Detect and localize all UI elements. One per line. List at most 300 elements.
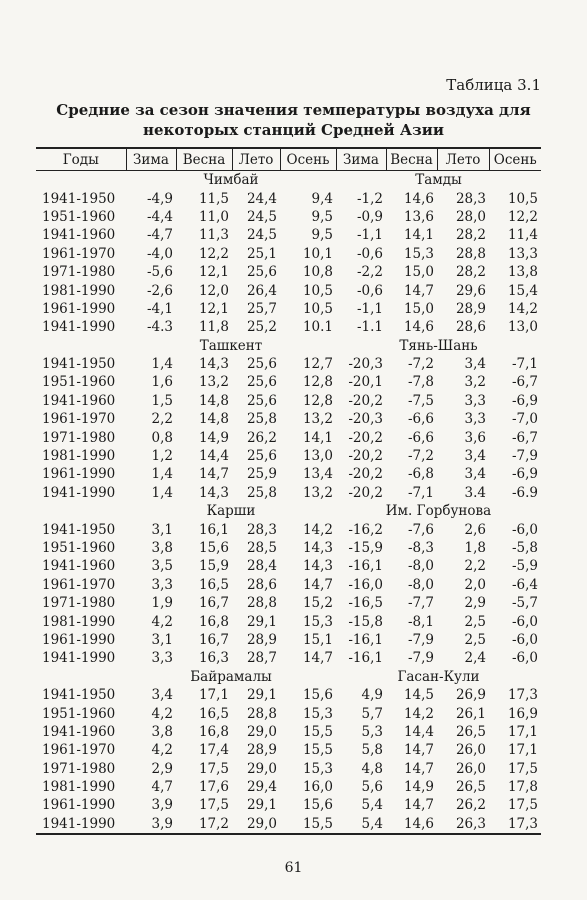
temperature-cell: 25,2 <box>246 319 277 336</box>
station-row-spacer <box>36 502 126 520</box>
temperature-cell: -7,1 <box>511 356 538 373</box>
period-cell: 1941-1950 <box>42 190 116 207</box>
temperature-cell: -2,2 <box>356 264 383 281</box>
table-row <box>36 447 541 465</box>
temperature-cell: -4,9 <box>146 190 173 207</box>
station-name-right: Тянь-Шань <box>399 337 478 354</box>
station-names-row <box>36 171 541 190</box>
period-cell: 1961-1970 <box>42 742 116 759</box>
temperature-table <box>36 147 541 835</box>
temperature-cell: 1,5 <box>151 392 173 409</box>
temperature-cell: 25,6 <box>246 374 277 391</box>
table-row <box>36 649 541 667</box>
header-years: Годы <box>36 148 126 171</box>
temperature-cell: 15,5 <box>302 723 333 740</box>
station-name-right: Тамды <box>415 172 462 189</box>
temperature-cell: 28,3 <box>246 521 277 538</box>
temperature-cell: -20,2 <box>348 448 383 465</box>
temperature-cell: 29,0 <box>246 760 277 777</box>
station-block <box>36 502 541 668</box>
station-name-left: Ташкент <box>199 337 263 354</box>
temperature-cell: 14,6 <box>403 319 434 336</box>
temperature-cell: -0,6 <box>356 282 383 299</box>
temperature-cell: 12,0 <box>198 282 229 299</box>
temperature-cell: -7,5 <box>407 392 434 409</box>
table-row <box>36 612 541 630</box>
temperature-cell: 12,8 <box>302 374 333 391</box>
temperature-cell: -8,1 <box>407 613 434 630</box>
temperature-cell: 11,0 <box>198 208 229 225</box>
temperature-cell: 17,5 <box>507 797 538 814</box>
period-cell: 1971-1980 <box>42 264 116 281</box>
temperature-cell: -20,2 <box>348 392 383 409</box>
temperature-cell: -1,1 <box>356 300 383 317</box>
temperature-cell: 14,3 <box>198 356 229 373</box>
temperature-cell: 15,6 <box>198 540 229 556</box>
temperature-cell: -2,6 <box>146 282 173 299</box>
station-block <box>36 171 541 337</box>
temperature-cell: 5,3 <box>361 723 383 740</box>
temperature-cell: 2,2 <box>151 411 173 428</box>
temperature-cell: 16,8 <box>198 613 229 630</box>
period-cell: 1941-1990 <box>42 319 116 336</box>
temperature-cell: 17,5 <box>507 760 538 777</box>
temperature-cell: -7,1 <box>407 484 434 501</box>
station-name-right: Им. Горбунова <box>385 503 492 520</box>
temperature-cell: 10,5 <box>302 300 333 317</box>
temperature-cell: 3,3 <box>151 650 173 667</box>
temperature-cell: 2,9 <box>151 760 173 777</box>
station-row-spacer <box>36 337 126 355</box>
temperature-cell: 14,9 <box>403 779 434 796</box>
temperature-cell: 13,8 <box>507 264 538 281</box>
temperature-cell: -1.1 <box>356 319 383 336</box>
temperature-cell: 26,2 <box>246 429 277 446</box>
temperature-cell: 3,1 <box>151 521 173 538</box>
table-row <box>36 594 541 612</box>
temperature-cell: 3,9 <box>126 815 176 834</box>
temperature-cell: 14,6 <box>386 815 437 834</box>
temperature-cell: -4,4 <box>146 208 173 225</box>
temperature-cell: 2,9 <box>464 595 486 612</box>
temperature-cell: 1,4 <box>151 466 173 483</box>
temperature-cell: 28,9 <box>246 742 277 759</box>
temperature-cell: 17,6 <box>198 779 229 796</box>
temperature-cell: -20,1 <box>348 374 383 391</box>
period-cell: 1941-1950 <box>42 521 116 538</box>
temperature-cell: 3,3 <box>464 411 486 428</box>
temperature-cell: -20,2 <box>348 466 383 483</box>
table-row <box>36 484 541 502</box>
temperature-cell: 1,4 <box>151 484 173 501</box>
header-autumn-right: Осень <box>489 148 541 171</box>
temperature-cell: -4.3 <box>146 319 173 336</box>
temperature-cell: -0,6 <box>356 245 383 262</box>
temperature-cell: 11,8 <box>198 319 229 336</box>
temperature-cell: 29,1 <box>246 797 277 814</box>
temperature-cell: -6,6 <box>407 411 434 428</box>
period-cell: 1951-1960 <box>42 374 116 391</box>
temperature-cell: 2,6 <box>464 521 486 538</box>
header-winter-left: Зима <box>126 148 176 171</box>
temperature-cell: 14,2 <box>403 705 434 722</box>
table-row <box>36 392 541 410</box>
temperature-cell: -16,1 <box>348 558 383 575</box>
temperature-cell: -16,2 <box>348 521 383 538</box>
temperature-cell: -4,0 <box>146 245 173 262</box>
temperature-cell: 2,4 <box>464 650 486 667</box>
temperature-cell: 25,8 <box>246 411 277 428</box>
temperature-cell: 13,2 <box>302 484 333 501</box>
temperature-cell: 2,2 <box>464 558 486 575</box>
temperature-cell: 12,2 <box>507 208 538 225</box>
temperature-cell: 11,3 <box>198 227 229 244</box>
header-summer-left: Лето <box>232 148 280 171</box>
temperature-cell: 3.4 <box>464 484 486 501</box>
temperature-cell: 15,9 <box>198 558 229 575</box>
temperature-cell: 16,1 <box>198 521 229 538</box>
temperature-cell: 15,3 <box>403 245 434 262</box>
period-cell: 1971-1980 <box>42 429 116 446</box>
temperature-cell: 2,0 <box>464 576 486 593</box>
temperature-cell: 14,3 <box>198 484 229 501</box>
temperature-cell: 14,2 <box>302 521 333 538</box>
station-name-left: Байрамалы <box>190 668 272 685</box>
temperature-cell: 5,7 <box>361 705 383 722</box>
temperature-cell: 3,6 <box>464 429 486 446</box>
header-winter-right: Зима <box>336 148 386 171</box>
period-cell: 1961-1990 <box>42 797 116 814</box>
table-row <box>36 760 541 778</box>
table-row <box>36 723 541 741</box>
temperature-cell: 13,2 <box>302 411 333 428</box>
temperature-cell: -15,9 <box>348 540 383 556</box>
temperature-cell: -6,9 <box>511 466 538 483</box>
period-cell: 1961-1970 <box>42 411 116 428</box>
temperature-cell: -7,9 <box>511 448 538 465</box>
station-names-row <box>36 668 541 686</box>
temperature-cell: 13,6 <box>403 208 434 225</box>
period-cell: 1941-1990 <box>42 650 116 667</box>
temperature-cell: 14,4 <box>403 723 434 740</box>
temperature-cell: 15,4 <box>507 282 538 299</box>
period-cell: 1981-1990 <box>42 779 116 796</box>
temperature-cell: 11,5 <box>198 190 229 207</box>
temperature-cell: 14,8 <box>198 411 229 428</box>
table-row <box>36 189 541 207</box>
temperature-cell: 0,8 <box>151 429 173 446</box>
table-row <box>36 428 541 446</box>
temperature-cell: 25,8 <box>246 484 277 501</box>
temperature-cell: 16,7 <box>198 595 229 612</box>
period-cell: 1941-1960 <box>42 227 116 244</box>
station-name-left: Карши <box>206 503 256 520</box>
temperature-cell: 15,2 <box>302 595 333 612</box>
period-cell: 1941-1990 <box>36 815 126 834</box>
table-row <box>36 318 541 336</box>
station-name-left: Чимбай <box>203 172 259 189</box>
temperature-cell: 9,5 <box>311 208 333 225</box>
temperature-cell: 24,5 <box>246 227 277 244</box>
temperature-cell: 28,9 <box>455 300 486 317</box>
station-row-spacer <box>36 171 126 190</box>
temperature-cell: 16,5 <box>198 576 229 593</box>
temperature-cell: 13,4 <box>302 466 333 483</box>
temperature-cell: 26,5 <box>455 779 486 796</box>
temperature-cell: 29,0 <box>246 723 277 740</box>
temperature-cell: 25,6 <box>246 448 277 465</box>
temperature-cell: 25,6 <box>246 392 277 409</box>
temperature-cell: 3,1 <box>151 631 173 648</box>
period-cell: 1971-1980 <box>42 760 116 777</box>
temperature-cell: 4,9 <box>361 687 383 704</box>
temperature-cell: -8,3 <box>407 540 434 556</box>
temperature-cell: 26,4 <box>246 282 277 299</box>
temperature-cell: 14,7 <box>403 742 434 759</box>
table-row <box>36 208 541 226</box>
temperature-cell: -5,6 <box>146 264 173 281</box>
period-cell: 1941-1990 <box>42 484 116 501</box>
temperature-cell: 17,5 <box>198 797 229 814</box>
temperature-cell: 10,8 <box>302 264 333 281</box>
temperature-cell: 17,3 <box>507 687 538 704</box>
temperature-cell: -16,5 <box>348 595 383 612</box>
table-row <box>36 465 541 483</box>
caption-line-1: Средние за сезон значения температуры воздуха для <box>56 101 531 119</box>
temperature-cell: 26,9 <box>455 687 486 704</box>
temperature-cell: -16,1 <box>348 631 383 648</box>
temperature-cell: 26,5 <box>455 723 486 740</box>
table-row <box>36 576 541 594</box>
station-names-row <box>36 502 541 520</box>
temperature-cell: 10.1 <box>302 319 333 336</box>
temperature-cell: -7,6 <box>407 521 434 538</box>
temperature-cell: 15,1 <box>302 631 333 648</box>
temperature-cell: 15,3 <box>302 760 333 777</box>
temperature-cell: 16,0 <box>302 779 333 796</box>
table-row <box>36 796 541 814</box>
header-spring-left: Весна <box>176 148 232 171</box>
station-block <box>36 337 541 503</box>
temperature-cell: -7,9 <box>407 650 434 667</box>
period-cell: 1941-1950 <box>42 687 116 704</box>
temperature-cell: 14,7 <box>302 576 333 593</box>
temperature-cell: 28,2 <box>455 264 486 281</box>
temperature-cell: -6,4 <box>511 576 538 593</box>
temperature-cell: 15,3 <box>302 705 333 722</box>
temperature-cell: -4,1 <box>146 300 173 317</box>
temperature-cell: 15,3 <box>302 613 333 630</box>
table-header <box>36 148 541 171</box>
temperature-cell: 12,7 <box>302 356 333 373</box>
temperature-cell: 26,0 <box>455 760 486 777</box>
temperature-cell: -5,8 <box>511 540 538 556</box>
temperature-cell: 17,8 <box>507 779 538 796</box>
table-row <box>36 410 541 428</box>
temperature-cell: 28,8 <box>246 705 277 722</box>
temperature-cell: 3,8 <box>151 540 173 556</box>
temperature-cell: -20,2 <box>348 484 383 501</box>
temperature-cell: 4,7 <box>151 779 173 796</box>
temperature-cell: -1,2 <box>356 190 383 207</box>
temperature-cell: 14,7 <box>302 650 333 667</box>
temperature-cell: -6,0 <box>511 521 538 538</box>
temperature-cell: 2,5 <box>464 631 486 648</box>
station-names-row <box>36 337 541 355</box>
temperature-cell: 15,6 <box>302 797 333 814</box>
temperature-cell: -6,0 <box>511 613 538 630</box>
period-cell: 1961-1990 <box>42 466 116 483</box>
temperature-cell: 14,1 <box>403 227 434 244</box>
temperature-cell: 24,4 <box>246 190 277 207</box>
table-row <box>36 520 541 538</box>
temperature-cell: -8,0 <box>407 576 434 593</box>
temperature-cell: 1,4 <box>151 356 173 373</box>
period-cell: 1961-1970 <box>42 245 116 262</box>
station-block <box>36 668 541 835</box>
temperature-cell: 4,2 <box>151 742 173 759</box>
table-row <box>36 281 541 299</box>
temperature-cell: -6,9 <box>511 392 538 409</box>
temperature-cell: -15,8 <box>348 613 383 630</box>
temperature-cell: 17,1 <box>198 687 229 704</box>
table-row <box>36 631 541 649</box>
period-cell: 1951-1960 <box>42 208 116 225</box>
temperature-cell: -7,2 <box>407 448 434 465</box>
table-row <box>36 686 541 704</box>
period-cell: 1941-1950 <box>42 356 116 373</box>
temperature-cell: 28,6 <box>246 576 277 593</box>
temperature-cell: 10,5 <box>507 190 538 207</box>
temperature-cell: 14,8 <box>198 392 229 409</box>
temperature-cell: 3,5 <box>151 558 173 575</box>
temperature-cell: 4,2 <box>151 705 173 722</box>
temperature-cell: -6,8 <box>407 466 434 483</box>
period-cell: 1981-1990 <box>42 448 116 465</box>
temperature-cell: 26,2 <box>455 797 486 814</box>
temperature-cell: -16,0 <box>348 576 383 593</box>
temperature-cell: -8,0 <box>407 558 434 575</box>
table-row <box>36 245 541 263</box>
temperature-cell: 10,1 <box>302 245 333 262</box>
temperature-cell: 28,0 <box>455 208 486 225</box>
temperature-cell: 15,6 <box>302 687 333 704</box>
temperature-cell: 14,7 <box>403 797 434 814</box>
table-row <box>36 557 541 575</box>
temperature-cell: 14,5 <box>403 687 434 704</box>
period-cell: 1951-1960 <box>42 705 116 722</box>
page-number: 61 <box>284 860 303 876</box>
temperature-cell: 26,1 <box>455 705 486 722</box>
period-cell: 1961-1970 <box>42 576 116 593</box>
table-row <box>36 300 541 318</box>
temperature-cell: -5,7 <box>511 595 538 612</box>
period-cell: 1941-1960 <box>42 558 116 575</box>
table-caption <box>0 100 587 140</box>
temperature-cell: 3,3 <box>151 576 173 593</box>
caption-line-2: некоторых станций Средней Азии <box>143 121 444 139</box>
temperature-cell: 28,8 <box>455 245 486 262</box>
temperature-cell: 5,6 <box>361 779 383 796</box>
temperature-cell: -7,8 <box>407 374 434 391</box>
temperature-cell: 14,7 <box>198 466 229 483</box>
temperature-cell: 11,4 <box>507 227 538 244</box>
temperature-cell: 3,4 <box>464 448 486 465</box>
table-row <box>36 815 541 834</box>
temperature-cell: 3,4 <box>464 466 486 483</box>
temperature-cell: 29,4 <box>246 779 277 796</box>
temperature-cell: 14,3 <box>302 540 333 556</box>
station-name-right: Гасан-Кули <box>397 668 480 685</box>
temperature-cell: 13,0 <box>302 448 333 465</box>
temperature-cell: 14,4 <box>198 448 229 465</box>
temperature-cell: 13,0 <box>507 319 538 336</box>
period-cell: 1951-1960 <box>42 540 116 556</box>
temperature-cell: 5,4 <box>361 797 383 814</box>
temperature-cell: 14,3 <box>302 558 333 575</box>
temperature-cell: 28,4 <box>246 558 277 575</box>
period-cell: 1971-1980 <box>42 595 116 612</box>
temperature-cell: -0,9 <box>356 208 383 225</box>
temperature-cell: 5,8 <box>361 742 383 759</box>
temperature-cell: 28,5 <box>246 540 277 556</box>
period-cell: 1941-1960 <box>42 392 116 409</box>
temperature-cell: 17,2 <box>176 815 232 834</box>
temperature-cell: 28,8 <box>246 595 277 612</box>
temperature-cell: 3,4 <box>151 687 173 704</box>
temperature-cell: 15,0 <box>403 264 434 281</box>
period-cell: 1981-1990 <box>42 282 116 299</box>
temperature-cell: 17,1 <box>507 723 538 740</box>
temperature-cell: 25,9 <box>246 466 277 483</box>
temperature-cell: 25,6 <box>246 356 277 373</box>
temperature-cell: 14,6 <box>403 190 434 207</box>
temperature-cell: -7,7 <box>407 595 434 612</box>
temperature-cell: 12,8 <box>302 392 333 409</box>
temperature-cell: 9,5 <box>311 227 333 244</box>
temperature-cell: 3,9 <box>151 797 173 814</box>
temperature-cell: 25,6 <box>246 264 277 281</box>
period-cell: 1961-1990 <box>42 631 116 648</box>
temperature-cell: 28,6 <box>455 319 486 336</box>
temperature-cell: 12,2 <box>198 245 229 262</box>
header-spring-right: Весна <box>386 148 437 171</box>
period-cell: 1981-1990 <box>42 613 116 630</box>
temperature-cell: 5,4 <box>336 815 386 834</box>
header-autumn-left: Осень <box>280 148 336 171</box>
temperature-cell: 28,9 <box>246 631 277 648</box>
temperature-cell: 24,5 <box>246 208 277 225</box>
temperature-cell: 15,5 <box>302 742 333 759</box>
temperature-cell: 1,9 <box>151 595 173 612</box>
temperature-cell: -6,7 <box>511 374 538 391</box>
temperature-cell: 15,5 <box>280 815 336 834</box>
temperature-cell: 29,0 <box>232 815 280 834</box>
temperature-cell: 10,5 <box>302 282 333 299</box>
temperature-cell: 16,7 <box>198 631 229 648</box>
temperature-cell: -16,1 <box>348 650 383 667</box>
temperature-cell: 25,7 <box>246 300 277 317</box>
temperature-cell: -6,0 <box>511 631 538 648</box>
table-row <box>36 778 541 796</box>
temperature-cell: 17,3 <box>489 815 541 834</box>
temperature-cell: -20,3 <box>348 356 383 373</box>
temperature-cell: 3,4 <box>464 356 486 373</box>
temperature-cell: 16,9 <box>507 705 538 722</box>
temperature-cell: 2,5 <box>464 613 486 630</box>
table-row <box>36 373 541 391</box>
temperature-cell: 28,7 <box>246 650 277 667</box>
